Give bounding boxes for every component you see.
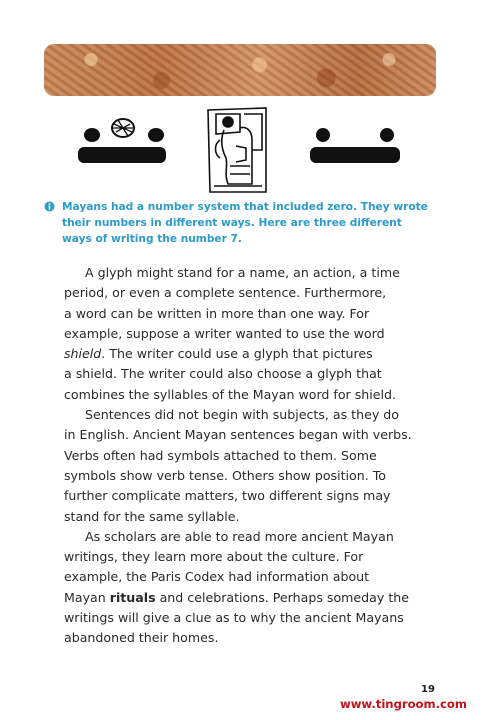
body-line: stand for the same syllable. <box>64 508 240 524</box>
body-line: Verbs often had symbols attached to them. Some <box>64 447 377 463</box>
body-line: A glyph might stand for a name, an action, a time <box>85 265 400 280</box>
watermark-link[interactable]: www.tingroom.com <box>340 697 467 711</box>
body-line: symbols show verb tense. Others show position. To <box>64 467 386 483</box>
body-line-start: Mayan <box>64 589 110 605</box>
caption-line: Mayans had a number system that included zero. They wrote <box>62 201 428 213</box>
body-line: Sentences did not begin with subjects, as they do <box>85 407 400 423</box>
body-line: As scholars are able to read more ancient Mayan <box>85 528 394 544</box>
body-line-rest: . The writer could use a glyph that pictures <box>101 346 373 362</box>
body-line: example, suppose a writer wanted to use the word <box>64 325 385 341</box>
italic-word: shield <box>64 346 102 362</box>
body-line-shield <box>64 344 404 364</box>
body-line: writings, they learn more about the culture. For <box>64 549 364 565</box>
stone-texture-banner <box>44 44 436 96</box>
body-line: a shield. The writer could also choose a glyph that <box>64 366 382 382</box>
body-line: in English. Ancient Mayan sentences began with verbs. <box>64 427 412 443</box>
info-icon <box>44 201 55 212</box>
body-line: further complicate matters, two different signs may <box>64 488 391 504</box>
body-text <box>64 263 412 649</box>
body-line: a word can be written in more than one way. For <box>64 305 370 321</box>
page-number: 19 <box>421 684 435 695</box>
number-seven-illustration <box>0 100 482 200</box>
center-head-glyph <box>208 108 266 192</box>
body-line: abandoned their homes. <box>64 630 219 646</box>
body-line: example, the Paris Codex had information about <box>64 569 370 585</box>
body-line: period, or even a complete sentence. Furthermore, <box>64 285 387 301</box>
left-seven-glyph <box>78 119 166 163</box>
caption-line: their numbers in different ways. Here are three different <box>62 217 402 229</box>
body-line-rituals <box>64 588 410 608</box>
body-line-rest: and celebrations. Perhaps someday the <box>155 589 410 605</box>
caption-line: ways of writing the number 7. <box>62 233 242 245</box>
right-seven-glyph <box>310 128 400 163</box>
bold-word: rituals <box>109 589 156 605</box>
body-line: writings will give a clue as to why the ancient Mayans <box>64 610 404 626</box>
body-line: combines the syllables of the Mayan word for shield. <box>64 386 397 402</box>
figure-caption <box>44 199 428 247</box>
